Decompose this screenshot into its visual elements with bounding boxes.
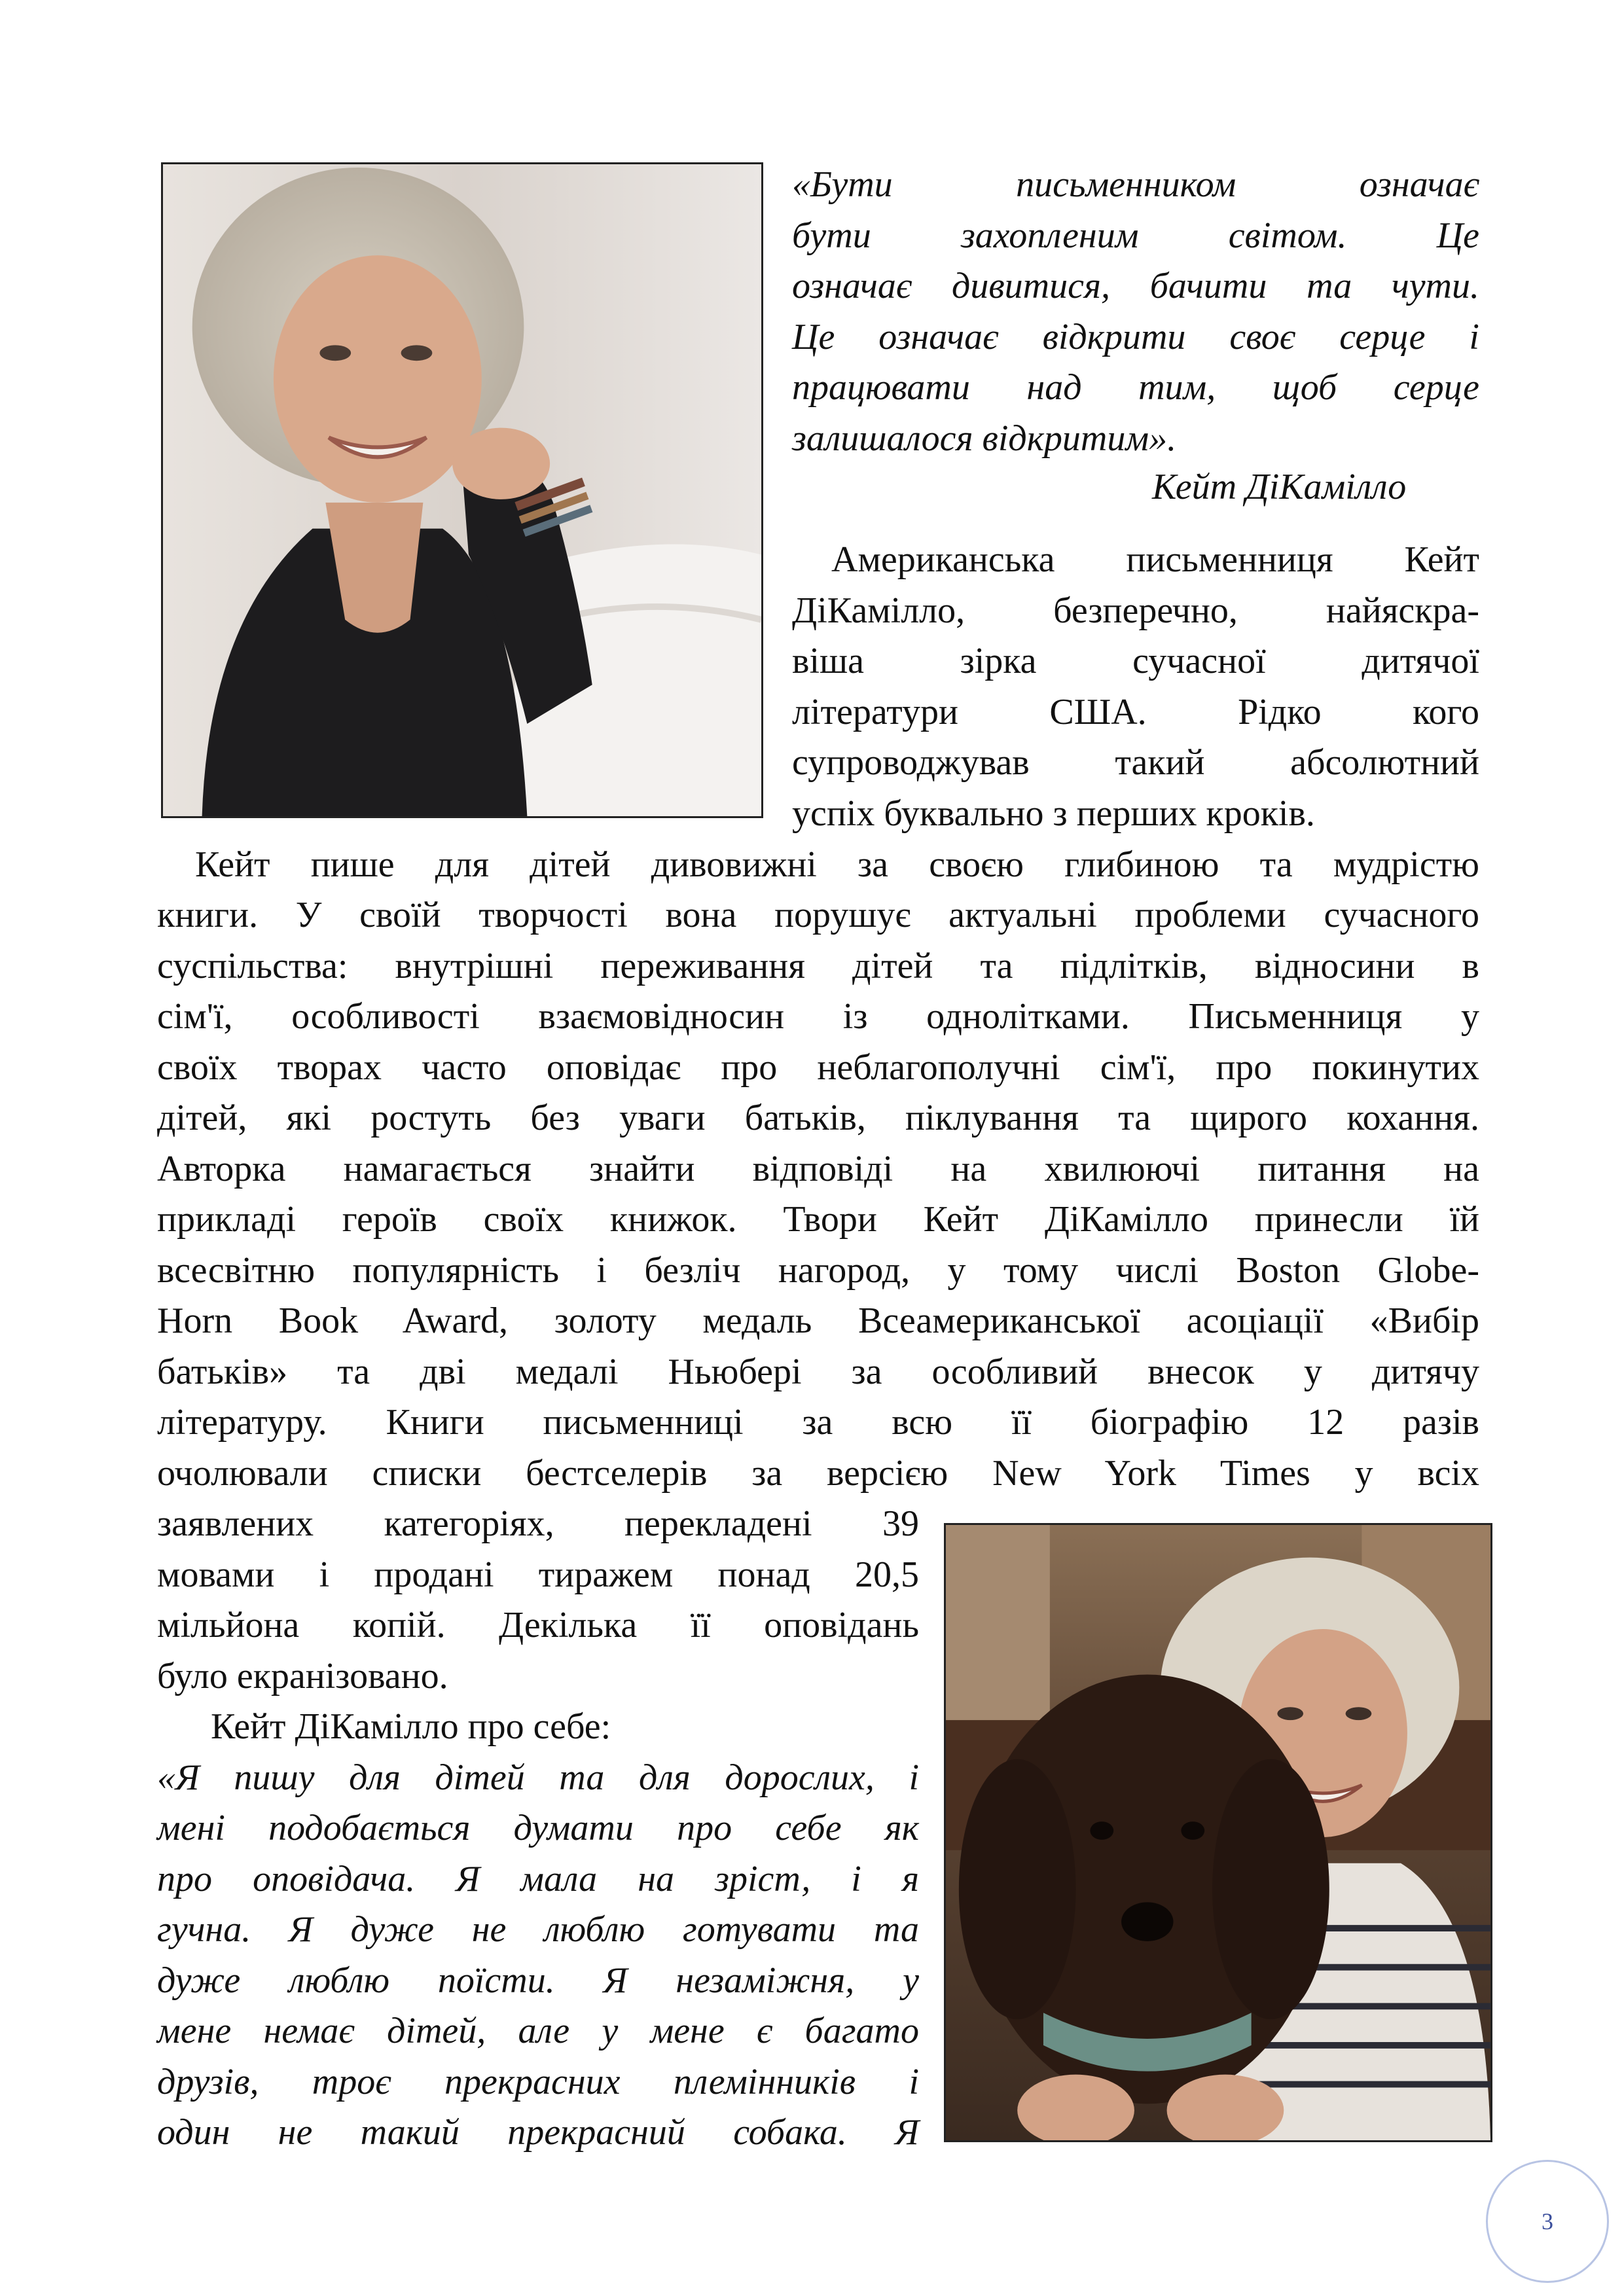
body-line-11: батьків» та дві медалі Ньюбері за особливий внесок у дитячу — [157, 1352, 1479, 1392]
author-with-dog-photo — [944, 1523, 1492, 2142]
author-with-dog-image — [946, 1525, 1490, 2140]
self-quote-line-2: мені подобається думати про себе як — [157, 1808, 919, 1848]
body-line-12: літературу. Книги письменниці за всю її біографію 12 разів — [157, 1402, 1479, 1443]
author-portrait-image — [163, 164, 761, 816]
self-quote-line-4: гучна. Я дуже не люблю готувати та — [157, 1909, 919, 1950]
body-line-5: своїх творах часто оповідає про неблагополучні сім'ї, про покинутих — [157, 1047, 1479, 1088]
body-line-3: суспільства: внутрішні переживання дітей та підлітків, відносини в — [157, 946, 1479, 986]
body-line-10: Horn Book Award, золоту медаль Всеамериканської асоціації «Вибір — [157, 1300, 1479, 1341]
quote-line-6: залишалося відкритим». — [792, 418, 1177, 459]
intro-line-2: ДіКамілло, безперечно, найяскра- — [792, 590, 1479, 631]
body-line-4: сім'ї, особливості взаємовідносин із однолітками. Письменниця у — [157, 996, 1479, 1037]
intro-line-5: супроводжував такий абсолютний — [792, 742, 1479, 783]
body-line-6: дітей, які ростуть без уваги батьків, піклування та щирого кохання. — [157, 1098, 1479, 1138]
side-line-3: мільйона копій. Декілька її оповідань — [157, 1605, 919, 1645]
intro-line-3: віша зірка сучасної дитячої — [792, 641, 1479, 681]
quote-line-4: Це означає відкрити своє серце і — [792, 317, 1479, 357]
self-quote-line-3: про оповідача. Я мала на зріст, і я — [157, 1859, 919, 1899]
self-quote-line-1: «Я пишу для дітей та для дорослих, і — [157, 1757, 919, 1798]
body-line-8: прикладі героїв своїх книжок. Твори Кейт ДіКамілло принесли їй — [157, 1199, 1479, 1240]
intro-line-6: успіх буквально з перших кроків. — [792, 793, 1315, 834]
intro-line-4: літератури США. Рідко кого — [792, 692, 1479, 732]
about-intro: Кейт ДіКамілло про себе: — [211, 1706, 611, 1747]
self-quote-line-7: друзів, троє прекрасних племінників і — [157, 2062, 919, 2102]
quote-line-2: бути захопленим світом. Це — [792, 215, 1479, 256]
quote-line-5: працювати над тим, щоб серце — [792, 367, 1479, 408]
quote-author: Кейт ДіКамілло — [1152, 467, 1407, 507]
body-line-1: Кейт пише для дітей дивовижні за своєю глибиною та мудрістю — [195, 844, 1479, 885]
side-line-4: було екранізовано. — [157, 1656, 448, 1696]
self-quote-line-8: один не такий прекрасний собака. Я — [157, 2112, 919, 2153]
side-line-2: мовами і продані тиражем понад 20,5 — [157, 1554, 919, 1595]
body-line-9: всесвітню популярність і безліч нагород, у тому числі Boston Globe- — [157, 1250, 1479, 1291]
body-line-13: очолювали списки бестселерів за версією New York Times у всіх — [157, 1453, 1479, 1494]
side-line-1: заявлених категоріях, перекладені 39 — [157, 1503, 919, 1544]
body-line-2: книги. У своїй творчості вона порушує актуальні проблеми сучасного — [157, 895, 1479, 935]
author-portrait-photo — [161, 162, 763, 818]
self-quote-line-6: мене немає дітей, але у мене є багато — [157, 2011, 919, 2051]
self-quote-line-5: дуже люблю поїсти. Я незаміжня, у — [157, 1960, 919, 2001]
quote-line-3: означає дивитися, бачити та чути. — [792, 266, 1479, 306]
intro-line-1: Американська письменниця Кейт — [831, 539, 1479, 580]
quote-line-1: «Бути письменником означає — [792, 164, 1479, 205]
page-number: 3 — [1486, 2160, 1609, 2283]
body-line-7: Авторка намагається знайти відповіді на хвилюючі питання на — [157, 1149, 1479, 1189]
